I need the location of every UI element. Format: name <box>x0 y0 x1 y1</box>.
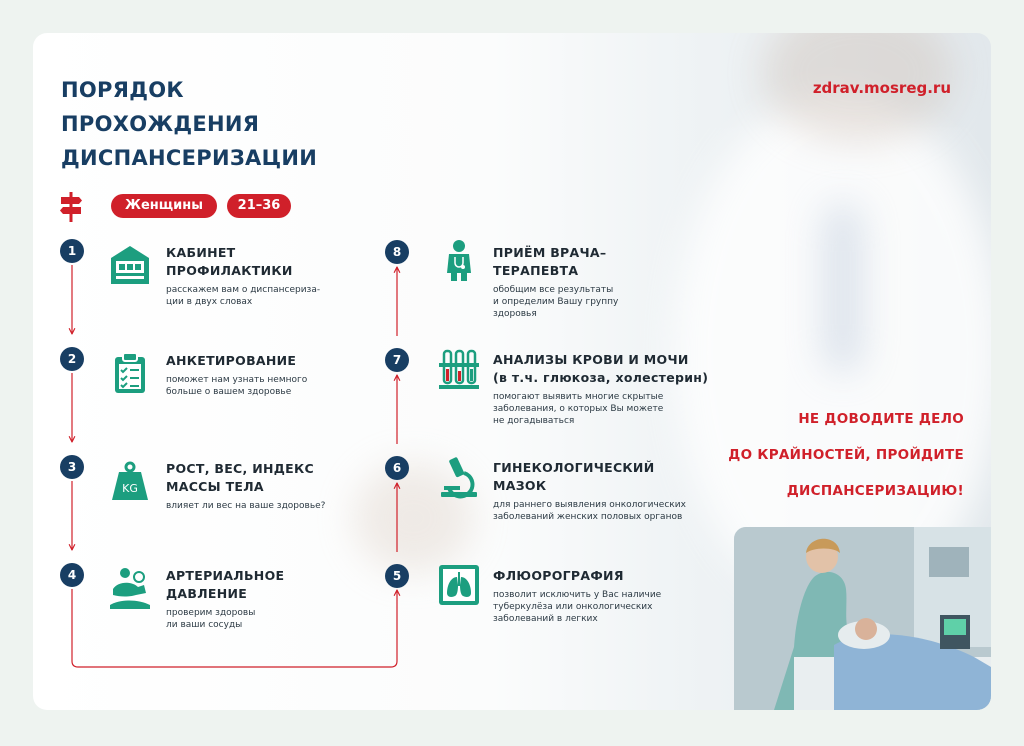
site-link[interactable]: zdrav.mosreg.ru <box>812 79 951 97</box>
step-number: 5 <box>385 564 409 588</box>
step-title: АНАЛИЗЫ КРОВИ И МОЧИ (в т.ч. глюкоза, холестерин) <box>493 352 709 385</box>
test-tubes-icon <box>437 347 481 391</box>
step-description: проверим здоровы ли ваши сосуды <box>166 608 256 630</box>
clinic-icon <box>108 243 152 287</box>
hospital-scene-illustration <box>734 527 991 710</box>
checklist-icon <box>108 351 152 395</box>
gender-badge: Женщины <box>111 194 217 218</box>
step-title: КАБИНЕТ ПРОФИЛАКТИКИ <box>166 245 293 278</box>
step-description: для раннего выявления онкологических заболеваний женских половых органов <box>493 500 686 522</box>
step-number: 8 <box>385 240 409 264</box>
weight-icon <box>108 459 152 503</box>
step-title: ПРИЁМ ВРАЧА– ТЕРАПЕВТА <box>493 245 607 278</box>
hospital-photo <box>734 527 991 710</box>
step-number: 4 <box>60 563 84 587</box>
step-number: 6 <box>385 456 409 480</box>
microscope-icon <box>437 455 481 499</box>
step-title: АНКЕТИРОВАНИЕ <box>166 353 297 368</box>
step-title: ГИНЕКОЛОГИЧЕСКИЙ МАЗОК <box>493 460 655 493</box>
xray-icon <box>437 563 481 607</box>
step-title: РОСТ, ВЕС, ИНДЕКС МАССЫ ТЕЛА <box>166 461 315 494</box>
step-description: поможет нам узнать немного больше о вашем здоровье <box>166 375 308 397</box>
call-to-action: НЕ ДОВОДИТЕ ДЕЛО ДО КРАЙНОСТЕЙ, ПРОЙДИТЕ ДИСПАНСЕРИЗАЦИЮ! <box>728 411 964 499</box>
step-description: помогают выявить многие скрытые заболевания, о которых Вы можете не догадываться <box>493 392 664 426</box>
age-badge: 21–36 <box>227 194 291 218</box>
step-description: расскажем вам о диспансериза- ции в двух словах <box>166 285 321 307</box>
blood-pressure-icon <box>108 567 152 611</box>
doctor-icon <box>437 239 481 283</box>
infographic-card <box>33 33 991 710</box>
step-number: 2 <box>60 347 84 371</box>
step-description: влияет ли вес на ваше здоровье? <box>166 501 326 511</box>
step-description: обобщим все результаты и определим Вашу группу здоровья <box>493 285 619 319</box>
svg-text:KG: KG <box>122 482 138 495</box>
step-title: АРТЕРИАЛЬНОЕ ДАВЛЕНИЕ <box>166 568 285 601</box>
step-title: ФЛЮОРОГРАФИЯ <box>493 568 624 583</box>
step-number: 1 <box>60 239 84 263</box>
step-number: 7 <box>385 348 409 372</box>
page-title: ПОРЯДОК ПРОХОЖДЕНИЯ ДИСПАНСЕРИЗАЦИИ <box>61 78 318 170</box>
step-description: позволит исключить у Вас наличие туберкулёза или онкологических заболеваний в легких <box>493 590 662 624</box>
step-number: 3 <box>60 455 84 479</box>
